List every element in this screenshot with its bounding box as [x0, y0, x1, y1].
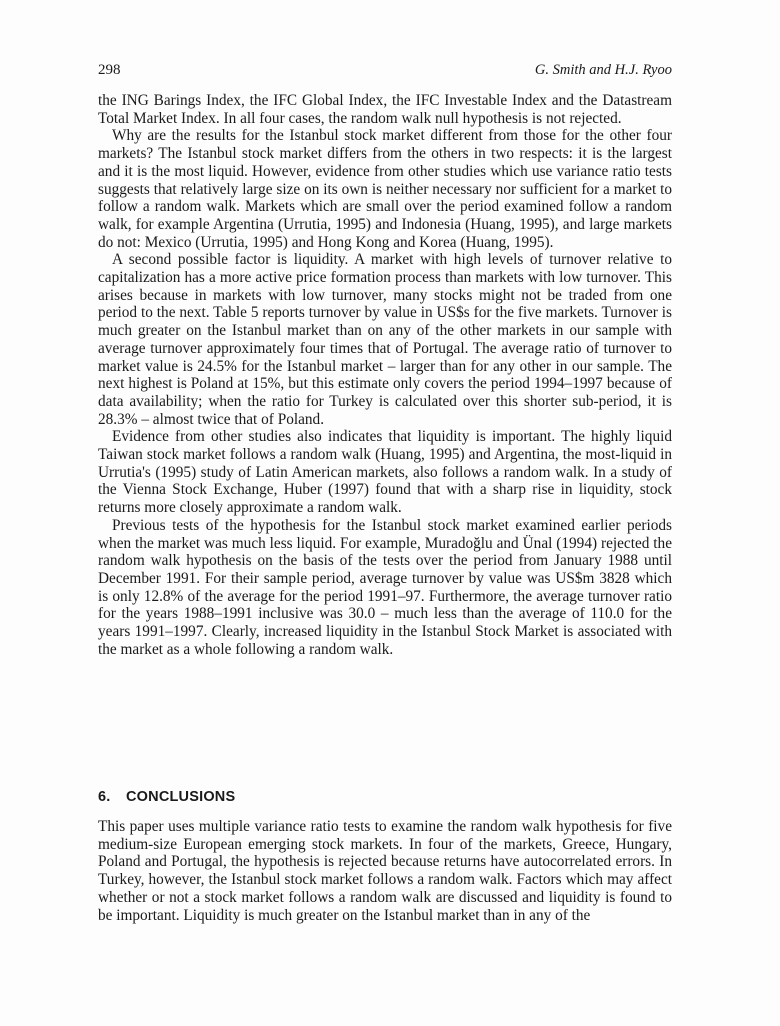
paragraph-other-studies: Evidence from other studies also indicates that liquidity is important. The highly liquid Taiwan stock market follows a random walk (Huang, 1995) and Argentina, the most-liquid in Urrutia's (1995) study of Latin American markets, also follows a random walk. In a study of the Vienna Stock Exchange, Huber (1997) found that with a sharp rise in liquidity, stock returns more closely approximate a random walk. [98, 428, 672, 517]
page-number: 298 [98, 62, 121, 78]
section-heading [98, 789, 672, 805]
paragraph-istanbul-difference: Why are the results for the Istanbul stock market different from those for the other four markets? The Istanbul stock market differs from the others in two respects: it is the largest and it is the most liquid. However, evidence from other studies which use variance ratio tests suggests that relatively large size on its own is neither necessary nor sufficient for a market to follow a random walk. Markets which are small over the period examined follow a random walk, for example Argentina (Urrutia, 1995) and Indonesia (Huang, 1995), and large markets do not: Mexico (Urrutia, 1995) and Hong Kong and Korea (Huang, 1995). [98, 127, 672, 251]
paragraph-liquidity-factor: A second possible factor is liquidity. A market with high levels of turnover relative to capitalization has a more active price formation process than markets with low turnover. This arises because in markets with low turnover, many stocks might not be traded from one period to the next. Table 5 reports turnover by value in US$s for the five markets. Turnover is much greater on the Istanbul market than on any of the other markets in our sample with average turnover approximately four times that of Portugal. The average ratio of turnover to market value is 24.5% for the Istanbul market – larger than for any other in our sample. The next highest is Poland at 15%, but this estimate only covers the period 1994–1997 because of data availability; when the ratio for Turkey is calculated over this shorter sub-period, it is 28.3% – almost twice that of Poland. [98, 251, 672, 428]
page-header [98, 62, 672, 79]
conclusions-text [98, 818, 672, 924]
body-text [98, 92, 672, 659]
section-number: 6. [98, 789, 111, 805]
section-title: CONCLUSIONS [126, 789, 236, 805]
paragraph-continued: the ING Barings Index, the IFC Global Index, the IFC Investable Index and the Datastream Total Market Index. In all four cases, the random walk null hypothesis is not rejected. [98, 92, 672, 127]
paragraph-previous-tests: Previous tests of the hypothesis for the Istanbul stock market examined earlier periods when the market was much less liquid. For example, Muradoğlu and Ünal (1994) rejected the random walk hypothesis on the basis of the tests over the period from January 1988 until December 1991. For their sample period, average turnover by value was US$m 3828 which is only 12.8% of the average for the period 1991–97. Furthermore, the average turnover ratio for the years 1988–1991 inclusive was 30.0 – much less than the average of 110.0 for the years 1991–1997. Clearly, increased liquidity in the Istanbul Stock Market is associated with the market as a whole following a random walk. [98, 516, 672, 658]
running-head: G. Smith and H.J. Ryoo [534, 62, 672, 78]
paragraph-conclusions: This paper uses multiple variance ratio tests to examine the random walk hypothesis for five medium-size European emerging stock markets. In four of the markets, Greece, Hungary, Poland and Portugal, the hypothesis is rejected because returns have autocorrelated errors. In Turkey, however, the Istanbul stock market follows a random walk. Factors which may affect whether or not a stock market follows a random walk are discussed and liquidity is found to be important. Liquidity is much greater on the Istanbul market than in any of the [98, 818, 672, 924]
